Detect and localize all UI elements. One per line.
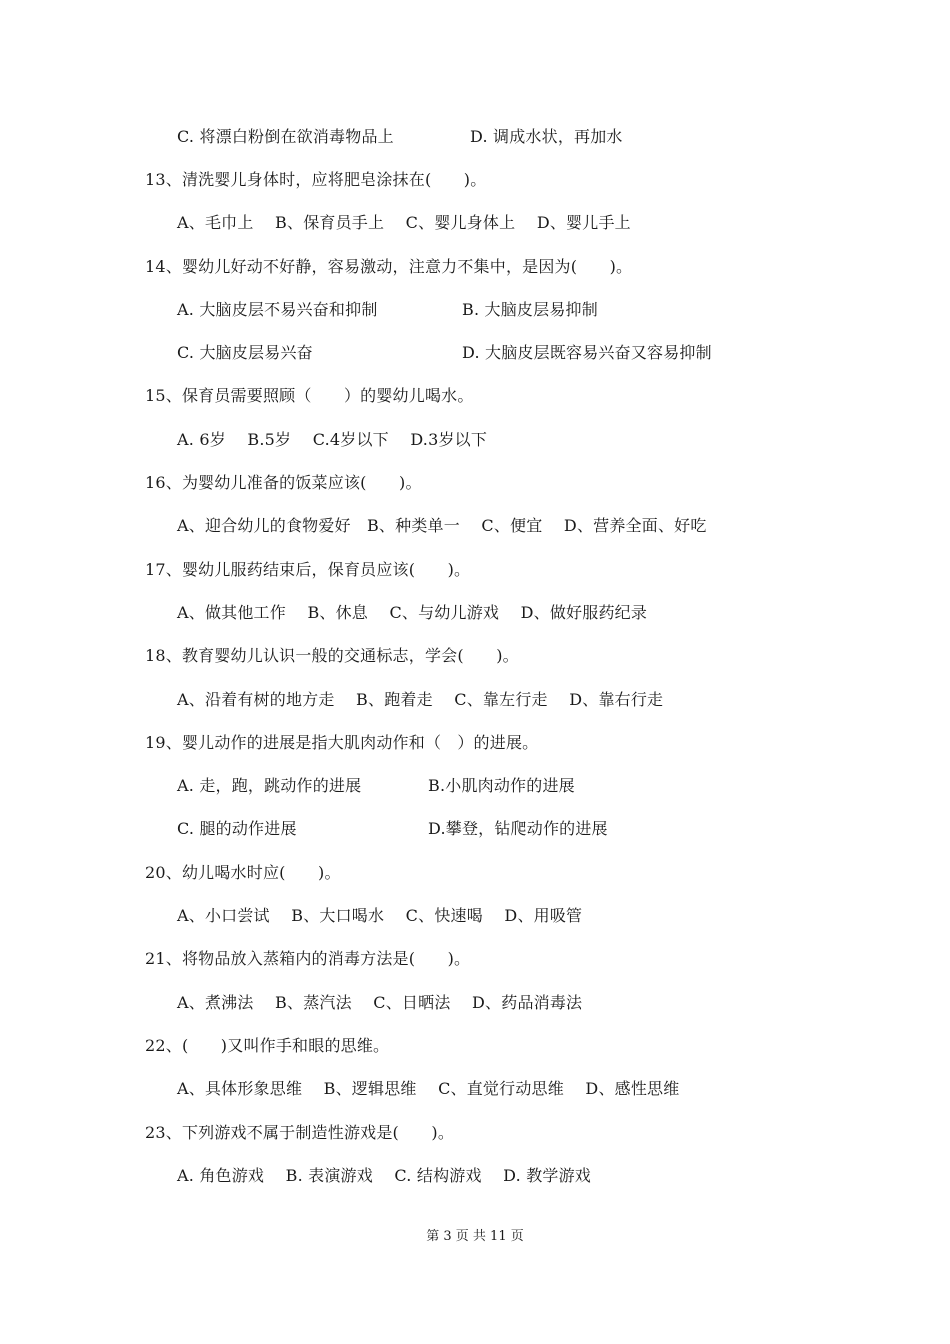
question-20-options: A、小口尝试 B、大口喝水 C、快速喝 D、用吸管 xyxy=(177,906,583,925)
question-21-stem: 21、将物品放入蒸箱内的消毒方法是( )。 xyxy=(145,949,471,968)
question-19-option-b: B.小肌肉动作的进展 xyxy=(428,776,575,795)
question-19-option-a: A. 走，跑，跳动作的进展 xyxy=(177,776,362,795)
question-22-options: A、具体形象思维 B、逻辑思维 C、直觉行动思维 D、感性思维 xyxy=(177,1079,680,1098)
question-20-stem: 20、幼儿喝水时应( )。 xyxy=(145,863,341,882)
question-14-option-d: D. 大脑皮层既容易兴奋又容易抑制 xyxy=(462,343,712,362)
question-17-stem: 17、婴幼儿服药结束后，保育员应该( )。 xyxy=(145,560,471,579)
question-15-options: A. 6岁 B.5岁 C.4岁以下 D.3岁以下 xyxy=(177,430,488,449)
question-18-options: A、沿着有树的地方走 B、跑着走 C、靠左行走 D、靠右行走 xyxy=(177,690,664,709)
question-13-options: A、毛巾上 B、保育员手上 C、婴儿身体上 D、婴儿手上 xyxy=(177,213,631,232)
question-23-stem: 23、下列游戏不属于制造性游戏是( )。 xyxy=(145,1123,455,1142)
question-19-option-c: C. 腿的动作进展 xyxy=(177,819,297,838)
question-22-stem: 22、( )又叫作手和眼的思维。 xyxy=(145,1036,390,1055)
question-21-options: A、煮沸法 B、蒸汽法 C、日晒法 D、药品消毒法 xyxy=(177,993,583,1012)
option-d: D. 调成水状，再加水 xyxy=(470,127,623,146)
question-18-stem: 18、教育婴幼儿认识一般的交通标志，学会( )。 xyxy=(145,646,519,665)
question-16-stem: 16、为婴幼儿准备的饭菜应该( )。 xyxy=(145,473,422,492)
question-14-option-b: B. 大脑皮层易抑制 xyxy=(462,300,598,319)
question-14-option-c: C. 大脑皮层易兴奋 xyxy=(177,343,313,362)
question-17-options: A、做其他工作 B、休息 C、与幼儿游戏 D、做好服药纪录 xyxy=(177,603,648,622)
question-19-stem: 19、婴儿动作的进展是指大肌肉动作和（ ）的进展。 xyxy=(145,733,539,752)
question-16-options: A、迎合幼儿的食物爱好 B、种类单一 C、便宜 D、营养全面、好吃 xyxy=(177,516,707,535)
question-19-option-d: D.攀登，钻爬动作的进展 xyxy=(428,819,608,838)
question-13-stem: 13、清洗婴儿身体时，应将肥皂涂抹在( )。 xyxy=(145,170,487,189)
question-14-option-a: A. 大脑皮层不易兴奋和抑制 xyxy=(177,300,378,319)
question-23-options: A. 角色游戏 B. 表演游戏 C. 结构游戏 D. 教学游戏 xyxy=(177,1166,591,1185)
question-14-stem: 14、婴幼儿好动不好静，容易激动，注意力不集中，是因为( )。 xyxy=(145,257,633,276)
option-c: C. 将漂白粉倒在欲消毒物品上 xyxy=(177,127,394,146)
question-15-stem: 15、保育员需要照顾（ ）的婴幼儿喝水。 xyxy=(145,386,474,405)
page-number: 第 3 页 共 11 页 xyxy=(426,1229,524,1244)
